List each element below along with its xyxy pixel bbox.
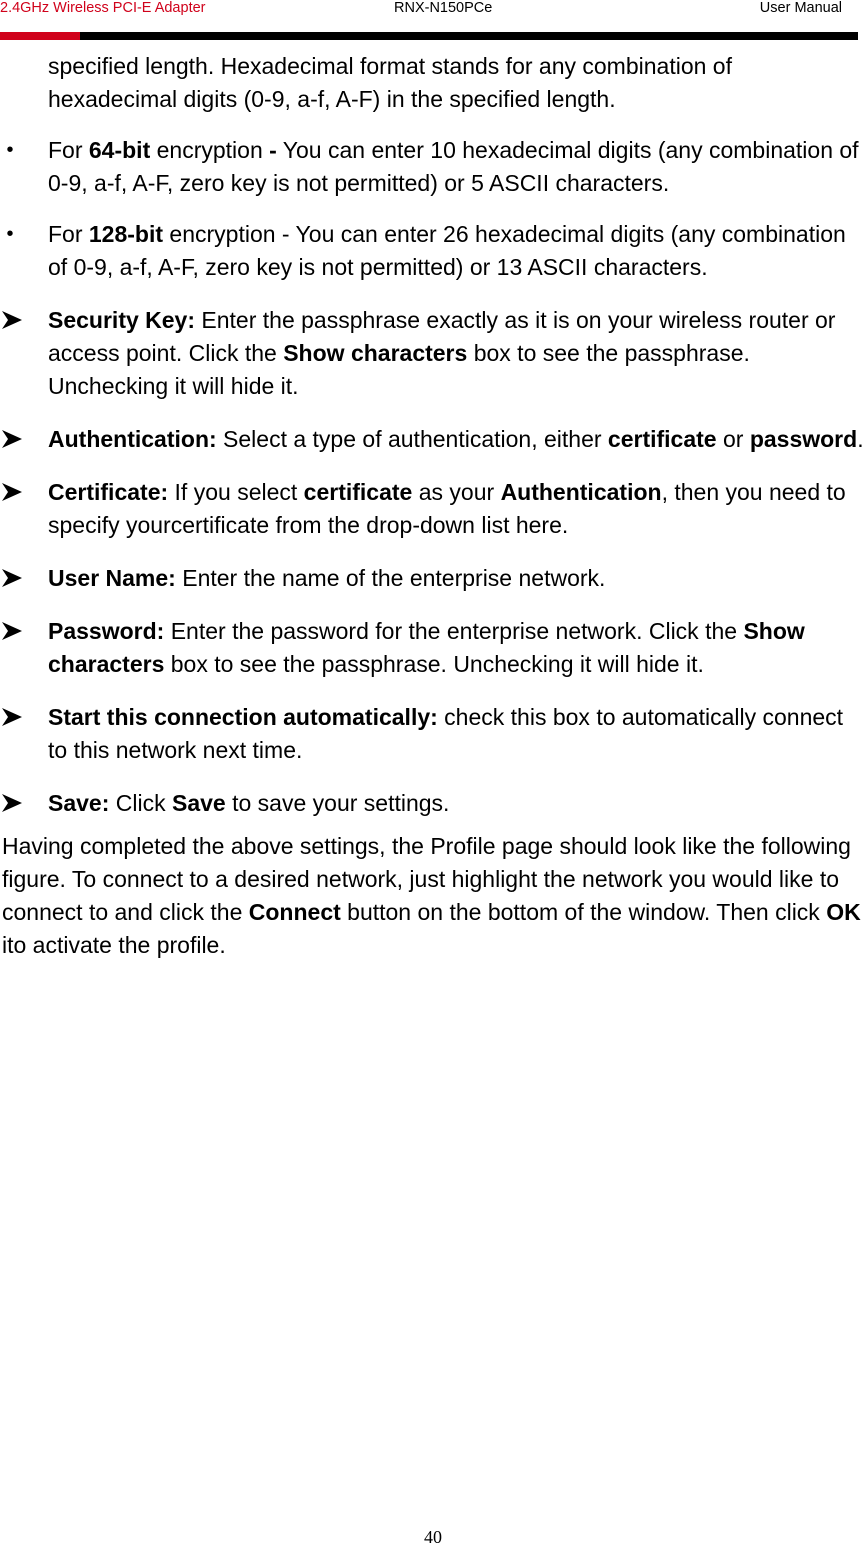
arrow-bullet-icon: [0, 615, 30, 642]
bullet-64bit: [0, 134, 866, 200]
item-label: Authentication:: [48, 426, 217, 452]
item-security-key: [0, 304, 866, 403]
closing-text: Having completed the above settings, the Profile page should look like the following figure. To connect to a desired network, just highlight the network you would like to connect to and click the: [2, 833, 851, 925]
item-start-automatically: [0, 701, 866, 767]
bullet-bold: -: [269, 137, 277, 163]
item-text: box to see the passphrase. Unchecking it will hide it.: [48, 340, 750, 399]
closing-bold: OK: [826, 899, 861, 925]
item-label: Certificate:: [48, 479, 169, 505]
item-bold: Authentication: [500, 479, 662, 505]
arrow-bullet-icon: [0, 423, 30, 450]
bullet-text: You can enter 10 hexadecimal digits (any combination of 0-9, a-f, A-F, zero key is not permitted) or 5 ASCII characters.: [48, 137, 859, 196]
item-certificate: [0, 476, 866, 542]
bullet-bold: 64-bit: [88, 137, 151, 163]
item-password: [0, 615, 866, 681]
closing-text: ito activate the profile.: [2, 932, 226, 958]
item-bold: password: [749, 426, 858, 452]
header-product: 2.4GHz Wireless PCI-E Adapter: [0, 0, 206, 16]
bullet-bold: 128-bit: [88, 221, 164, 247]
header-rule-accent: [0, 32, 80, 40]
arrow-bullet-icon: [0, 787, 30, 814]
item-bold: certificate: [303, 479, 413, 505]
item-text: Click: [109, 790, 172, 816]
item-text: Enter the passphrase exactly as it is on your wireless router or access point. Click the: [48, 307, 836, 366]
item-text: Enter the name of the enterprise network.: [175, 565, 606, 591]
page-body: [0, 50, 866, 962]
item-save: [0, 787, 866, 820]
bullet-text: encryption - You can enter 26 hexadecimal digits (any combination of 0-9, a-f, A-F, zero key is not permitted) or 13 ASCII characters.: [48, 221, 846, 280]
arrow-bullet-icon: [0, 304, 30, 331]
item-text: box to see the passphrase. Unchecking it will hide it.: [164, 651, 704, 677]
header-rule: [80, 32, 858, 40]
bullet-dot-icon: •: [6, 223, 14, 245]
closing-bold: Connect: [248, 899, 341, 925]
item-label: User Name:: [48, 565, 176, 591]
item-user-name: [0, 562, 866, 595]
item-text: to save your settings.: [225, 790, 450, 816]
item-text: Enter the password for the enterprise network. Click the: [164, 618, 744, 644]
item-text: check this box to automatically connect to this network next time.: [48, 704, 844, 763]
item-label: Start this connection automatically:: [48, 704, 438, 730]
item-label: Save:: [48, 790, 110, 816]
bullet-128bit: [0, 218, 866, 284]
bullet-text: For: [48, 221, 89, 247]
item-text: or: [716, 426, 750, 452]
item-text: Select a type of authentication, either: [216, 426, 608, 452]
arrow-bullet-icon: [0, 562, 30, 589]
item-label: Password:: [48, 618, 165, 644]
item-bold: Show characters: [48, 618, 805, 677]
item-bold: Show characters: [283, 340, 468, 366]
header-doc-type: User Manual: [759, 0, 842, 16]
arrow-bullet-icon: [0, 476, 30, 503]
arrow-bullet-icon: [0, 701, 30, 728]
closing-text: button on the bottom of the window. Then click: [340, 899, 827, 925]
item-bold: Save: [172, 790, 226, 816]
page-header: [0, 0, 866, 30]
bullet-text: For: [48, 137, 89, 163]
header-model: RNX-N150PCe: [394, 0, 493, 16]
item-label: Security Key:: [48, 307, 196, 333]
intro-paragraph: specified length. Hexadecimal format stands for any combination of hexadecimal digits (0-9, a-f, A-F) in the specified length.: [48, 53, 732, 112]
item-text: If you select: [168, 479, 304, 505]
bullet-text: encryption: [150, 137, 270, 163]
item-bold: certificate: [607, 426, 717, 452]
closing-paragraph: [0, 830, 866, 962]
page-number: 40: [424, 1527, 442, 1547]
item-text: as your: [412, 479, 501, 505]
bullet-dot-icon: •: [6, 139, 14, 161]
item-text: , then you need to specify yourcertificate from the drop-down list here.: [48, 479, 846, 538]
item-authentication: [0, 423, 866, 456]
item-text: .: [857, 426, 864, 452]
